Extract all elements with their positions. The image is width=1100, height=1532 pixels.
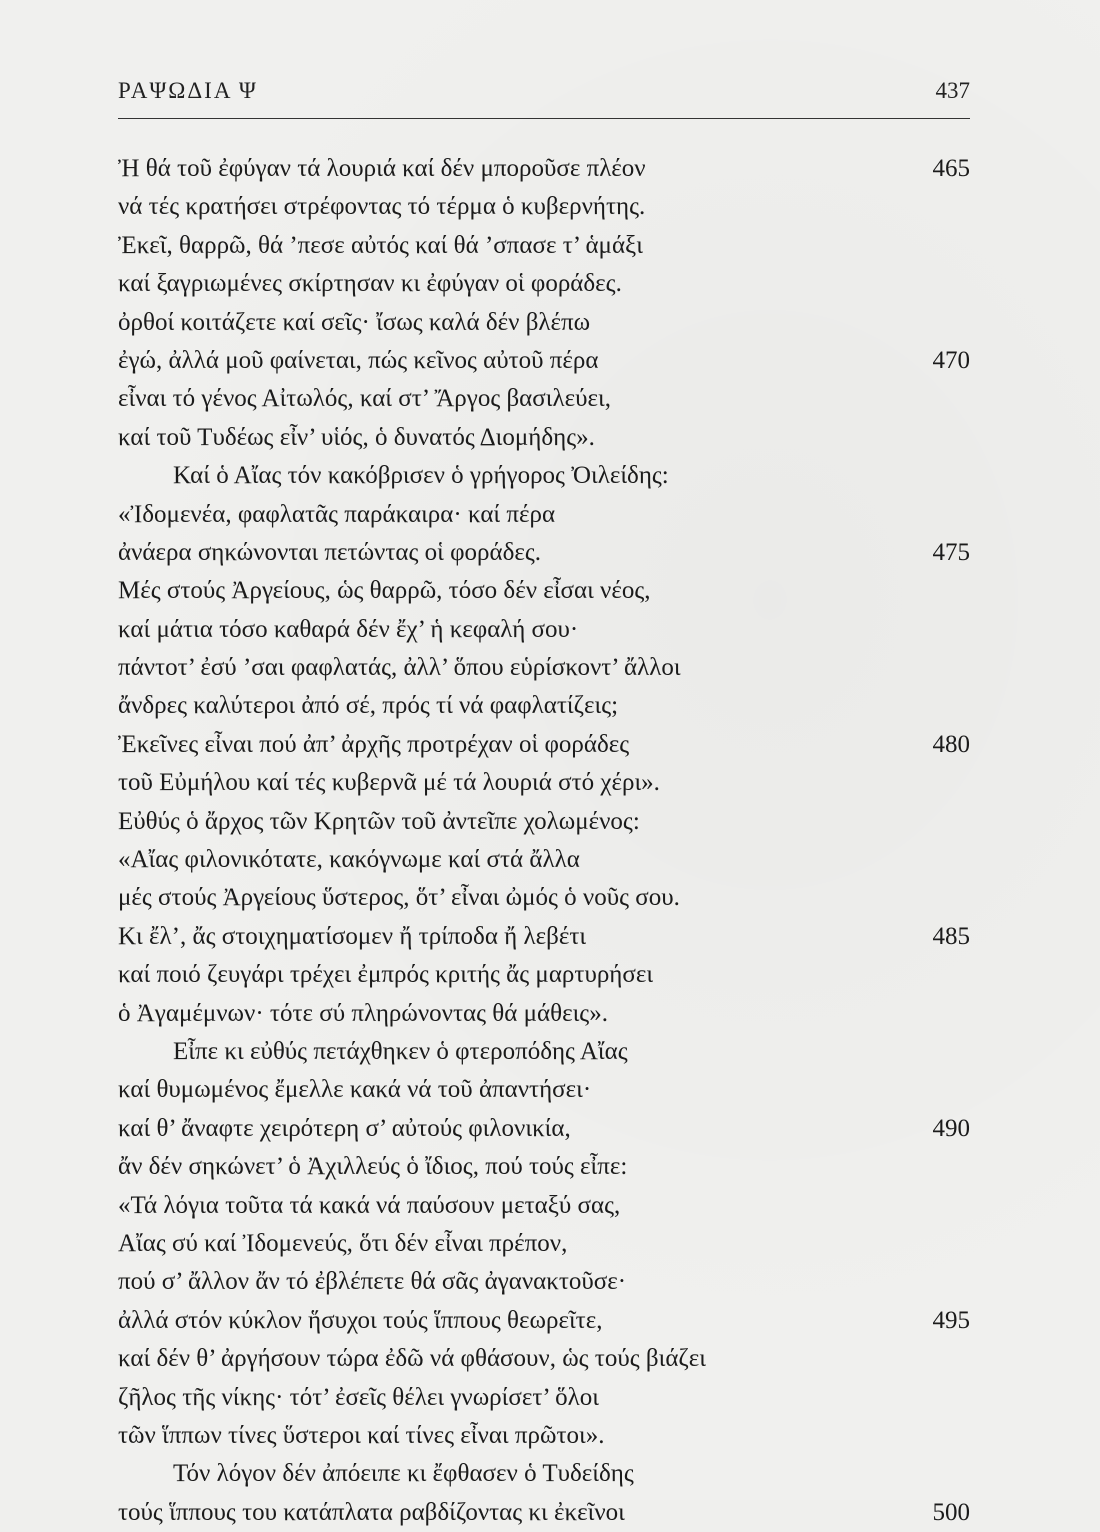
verse-line <box>118 687 970 725</box>
verse-line <box>118 764 970 802</box>
verse-line <box>118 227 970 265</box>
verse-line <box>118 265 970 303</box>
header-rule <box>118 118 970 119</box>
verse-line <box>118 496 970 534</box>
verse-line <box>118 649 970 687</box>
verse-list <box>118 150 970 1532</box>
line-number: 500 <box>932 1498 970 1526</box>
verse-text: καί ξαγριωμένες σκίρτησαν κι ἐφύγαν οἱ φοράδες. <box>118 270 622 298</box>
verse-line <box>118 150 970 188</box>
verse-line <box>118 1033 970 1071</box>
verse-line <box>118 1455 970 1493</box>
verse-line <box>118 995 970 1033</box>
line-number: 465 <box>932 155 970 182</box>
verse-text: Ἠ θά τοῦ ἐφύγαν τά λουριά καί δέν μποροῦσε πλέον <box>118 155 646 182</box>
verse-line <box>118 956 970 994</box>
verse-text: ὁ Ἀγαμέμνων· τότε σύ πληρώνοντας θά μάθεις». <box>118 999 608 1027</box>
verse-text: Καί ὁ Αἴας τόν κακόβρισεν ὁ γρήγορος Ὀιλείδης: <box>173 462 669 490</box>
verse-text: Μές στούς Ἀργείους, ὡς θαρρῶ, τόσο δέν εἶσαι νέος, <box>118 577 651 605</box>
verse-text: μές στούς Ἀργείους ὕστερος, ὅτ’ εἶναι ὠμός ὁ νοῦς σου. <box>118 884 680 912</box>
verse-line <box>118 611 970 649</box>
verse-line <box>118 1302 970 1340</box>
verse-text: καί δέν θ’ ἀργήσουν τώρα ἐδῶ νά φθάσουν, ὡς τούς βιάζει <box>118 1345 707 1373</box>
verse-text: Τόν λόγον δέν ἀπόειπε κι ἔφθασεν ὁ Τυδείδης <box>173 1460 634 1488</box>
page-number: 437 <box>935 78 970 103</box>
verse-line <box>118 1263 970 1301</box>
verse-line <box>118 188 970 226</box>
verse-text: Εὐθύς ὁ ἄρχος τῶν Κρητῶν τοῦ ἀντεῖπε χολωμένος: <box>118 807 640 835</box>
book-title: ΡΑΨΩΔΙΑ Ψ <box>118 78 258 103</box>
verse-text: «Αἴας φιλονικότατε, κακόγνωμε καί στά ἄλλα <box>118 846 580 874</box>
verse-text: ὀρθοί κοιτάζετε καί σεῖς· ἴσως καλά δέν βλέπω <box>118 308 591 336</box>
running-head <box>118 78 970 114</box>
verse-line <box>118 572 970 610</box>
line-number: 485 <box>932 922 970 950</box>
verse-line <box>118 879 970 917</box>
verse-text: Εἶπε κι εὐθύς πετάχθηκεν ὁ φτεροπόδης Αἴας <box>173 1037 628 1065</box>
verse-text: ἄνδρες καλύτεροι ἀπό σέ, πρός τί νά φαφλατίζεις; <box>118 692 619 720</box>
verse-line <box>118 1110 970 1148</box>
verse-text: Αἴας σύ καί Ἰδομενεύς, ὅτι δέν εἶναι πρέπον, <box>118 1229 568 1257</box>
verse-line <box>118 1225 970 1263</box>
verse-text: Ἐκεῖνες εἶναι πού ἀπ’ ἀρχῆς προτρέχαν οἱ φοράδες <box>118 730 630 758</box>
verse-text: καί τοῦ Τυδέως εἶν’ υἱός, ὁ δυνατός Διομήδης». <box>118 423 595 451</box>
verse-text: καί θ’ ἄναφτε χειρότερη σ’ αὐτούς φιλονικία, <box>118 1114 571 1142</box>
verse-text: πού σ’ ἄλλον ἄν τό ἐβλέπετε θά σᾶς ἀγανακτοῦσε· <box>118 1268 627 1296</box>
verse-text: νά τές κρατήσει στρέφοντας τό τέρμα ὁ κυβερνήτης. <box>118 193 646 221</box>
verse-text: ἀνάερα σηκώνονται πετώντας οἱ φοράδες. <box>118 538 542 566</box>
verse-line <box>118 380 970 418</box>
verse-line <box>118 1494 970 1532</box>
line-number: 495 <box>932 1306 970 1334</box>
verse-line <box>118 419 970 457</box>
verse-line <box>118 534 970 572</box>
verse-text: «Ἰδομενέα, φαφλατᾶς παράκαιρα· καί πέρα <box>118 500 556 528</box>
verse-line <box>118 342 970 380</box>
verse-text: εἶναι τό γένος Αἰτωλός, καί στ’ Ἄργος βασιλεύει, <box>118 385 611 413</box>
line-number: 475 <box>932 538 970 566</box>
verse-line <box>118 1148 970 1186</box>
verse-line <box>118 918 970 956</box>
verse-text: καί μάτια τόσο καθαρά δέν ἔχ’ ἡ κεφαλή σου· <box>118 615 579 643</box>
verse-text: ἄν δέν σηκώνετ’ ὁ Ἀχιλλεύς ὁ ἴδιος, πού τούς εἶπε: <box>118 1153 628 1181</box>
verse-text: Κι ἔλ’, ἄς στοιχηματίσομεν ἤ τρίποδα ἤ λεβέτι <box>118 922 587 950</box>
verse-text: ζῆλος τῆς νίκης· τότ’ ἐσεῖς θέλει γνωρίσετ’ ὅλοι <box>118 1383 599 1411</box>
line-number: 470 <box>932 346 970 374</box>
verse-line <box>118 803 970 841</box>
verse-line <box>118 1417 970 1455</box>
verse-text: ἀλλά στόν κύκλον ἥσυχοι τούς ἵππους θεωρεῖτε, <box>118 1306 603 1334</box>
verse-line <box>118 841 970 879</box>
verse-line <box>118 1340 970 1378</box>
verse-text: πάντοτ’ ἐσύ ’σαι φαφλατάς, ἀλλ’ ὅπου εὑρίσκοντ’ ἄλλοι <box>118 654 681 682</box>
verse-text: Ἐκεῖ, θαρρῶ, θά ’πεσε αὐτός καί θά ’σπασε τ’ ἁμάξι <box>118 231 643 259</box>
verse-text: τῶν ἵππων τίνες ὕστεροι καί τίνες εἶναι πρῶτοι». <box>118 1421 605 1449</box>
verse-line <box>118 457 970 495</box>
verse-line <box>118 304 970 342</box>
verse-line <box>118 726 970 764</box>
line-number: 480 <box>932 730 970 758</box>
verse-text: τοῦ Εὐμήλου καί τές κυβερνᾶ μέ τά λουριά στό χέρι». <box>118 769 660 797</box>
verse-text: τούς ἵππους του κατάπλατα ραβδίζοντας κι ἐκεῖνοι <box>118 1498 625 1526</box>
verse-text: καί ποιό ζευγάρι τρέχει ἐμπρός κριτής ἄς μαρτυρήσει <box>118 961 654 989</box>
verse-line <box>118 1071 970 1109</box>
verse-text: «Τά λόγια τοῦτα τά κακά νά παύσουν μεταξύ σας, <box>118 1191 621 1219</box>
verse-text: καί θυμωμένος ἔμελλε κακά νά τοῦ ἀπαντήσει· <box>118 1076 592 1104</box>
verse-line <box>118 1379 970 1417</box>
verse-text: ἐγώ, ἀλλά μοῦ φαίνεται, πώς κεῖνος αὐτοῦ πέρα <box>118 346 599 374</box>
verse-line <box>118 1187 970 1225</box>
line-number: 490 <box>932 1114 970 1142</box>
